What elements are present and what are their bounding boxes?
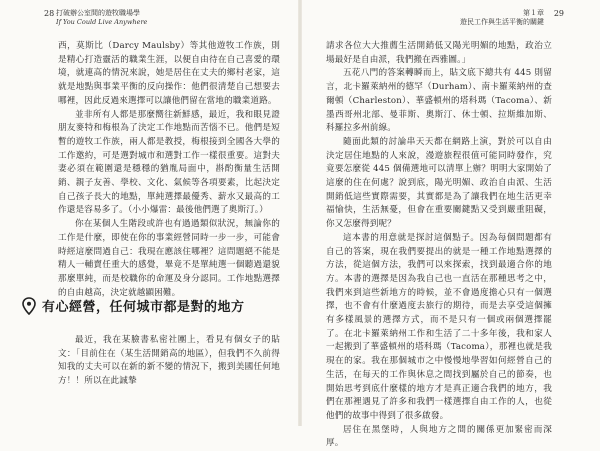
- left-page: [0, 0, 300, 426]
- paragraph: 隨面此類的討論串天天都在網路上演，對於可以自由決定居住地點的人來說，漫遊旅程很值可能同時發作，究竟要怎麼從 445 個備選地可以清單上辦？明明大家開始了這麼的住在何處？說到底，陽光明媚、政治自由派、生活開銷低這些實際需要，其實都是為了讓我們在地生活更幸福愉快，生活無憂，但會在重要關鍵點又受到嚴重阻礙，你又怎麼得到呢？: [326, 136, 552, 230]
- paragraph: 最近，我在某臉書私密社團上，看見有個女子的貼文：「目前住在（某生活開銷高的地區），但我們不久前得知我的丈夫可以在新的新不變的情況下，搬到美國任何地方！！所以在此誠摯: [58, 335, 280, 387]
- left-header: [44, 9, 148, 27]
- right-page-number: 29: [553, 9, 564, 18]
- left-header-english-title: If You Could Live Anywhere: [56, 18, 148, 26]
- paragraph: 這本書的用意就是探討這個點子。因為每個問題都有自己的答案，現在我們要提出的就是一種工作地點選擇的方法，從這個方法，我們可以來探索，找到最適合你的地方。本書的選擇是因為我自己也一直活在那種思考之中，我們來到這些新地方的時候，並不會過度擔心只有一個選擇，也不會有什麼過度去旅行的期待，而是去享受這個擁有多樣風景的選擇方式，而不是只有一個或兩個選擇罷了。在北卡羅萊納州工作和生活了二十多年後，我和家人一起搬到了華盛頓州的塔科瑪（Tacoma），那裡也就是我現在的家。我在那個城市之中慢慢地學習如何經營自己的生活，在每天的工作與休息之間找到屬於自己的節奏，也開始思考到底什麼樣的地方才是真正適合我們的地方，我們在那裡遇見了許多和我們一樣選擇自由工作的人，也從他們的故事中得到了很多啟發。: [326, 232, 552, 421]
- paragraph: 居住在黑堡時，人與地方之間的關係更加緊密而深厚。: [326, 424, 552, 449]
- right-page: [300, 0, 600, 449]
- right-header-chapter: 第１章: [523, 9, 544, 17]
- paragraph: 五花八門的答案轉瞬而上，貼文底下總共有 445 則留言，北卡羅萊納州的德罕（Durham）、南卡羅萊納州的查爾頓（Charleston）、華盛頓州的塔科瑪（Tacoma）、新墨西哥州北部、曼菲斯、奧斯汀、休士頓、拉斯維加斯、科羅拉多州前線。: [326, 68, 552, 134]
- right-header: [460, 9, 564, 27]
- paragraph: 並非所有人都是那麼嚮往新鮮感，最近，我和眼見證朋友麥特和梅根為了決定工作地點而苦惱不已。他們是短暫的遊牧工作族，兩人都是教授，梅根接到全國各大學的工作邀約，可是選對城市和選對工作一樣很重要。這對夫妻必須在範圍還是穩穩的猶胤局面中，斟酌衡量生活開銷、親子友善、學校、文化、氣候等各項要素，比起決定自己孩子長大的地點，單純選擇最優秀、薪水又最高的工作還是容易多了。（小小爆雷：最後他們選了奧斯汀。）: [58, 109, 280, 216]
- section-heading: [22, 296, 245, 315]
- map-pin-icon: [22, 297, 36, 315]
- right-body-text: [326, 40, 552, 451]
- left-section-body: [58, 334, 280, 389]
- left-page-number: 28: [44, 9, 55, 18]
- paragraph: 西，莫斯比（Darcy Maulsby）等其他遊牧工作族，則是精心打造靈活的職業生涯，以便自由待在自己喜愛的環境，就連高的情況來說，她是居住在丈夫的鄉村老家，這就是地點與事業平衡的反向操作：他們很清楚自己想要去哪裡，因此反過來選擇可以讓他們留在當地的職業道路。: [58, 41, 280, 106]
- left-header-chinese-title: 打破辦公室間的遊牧職場學: [56, 9, 140, 17]
- left-body-text: [58, 40, 280, 300]
- paragraph: 你在某個人生階段或許也有過過類似狀況，無論你的工作是什麼，即使在你的事業經營同時一步一步，可能會時經這麼問過自己：我現在應該住哪裡？這問題絕不能是精人一輔賣任重大的感覺，畢竟不是單純選一個聽過還貌那麼單純，而是校職你的命運及身分認同。工作地點選擇的自由越高，決定就越顯困難。: [58, 219, 280, 298]
- section-title: 有心經營，任何城市都是對的地方: [42, 300, 245, 315]
- paragraph: 請求各位大大推薦生活開銷低又陽光明媚的地點，政治立場最好是自由派，我們搬在西雅圖。」: [326, 41, 552, 65]
- right-header-title: 遊民工作與生活平衡的關鍵: [460, 18, 544, 26]
